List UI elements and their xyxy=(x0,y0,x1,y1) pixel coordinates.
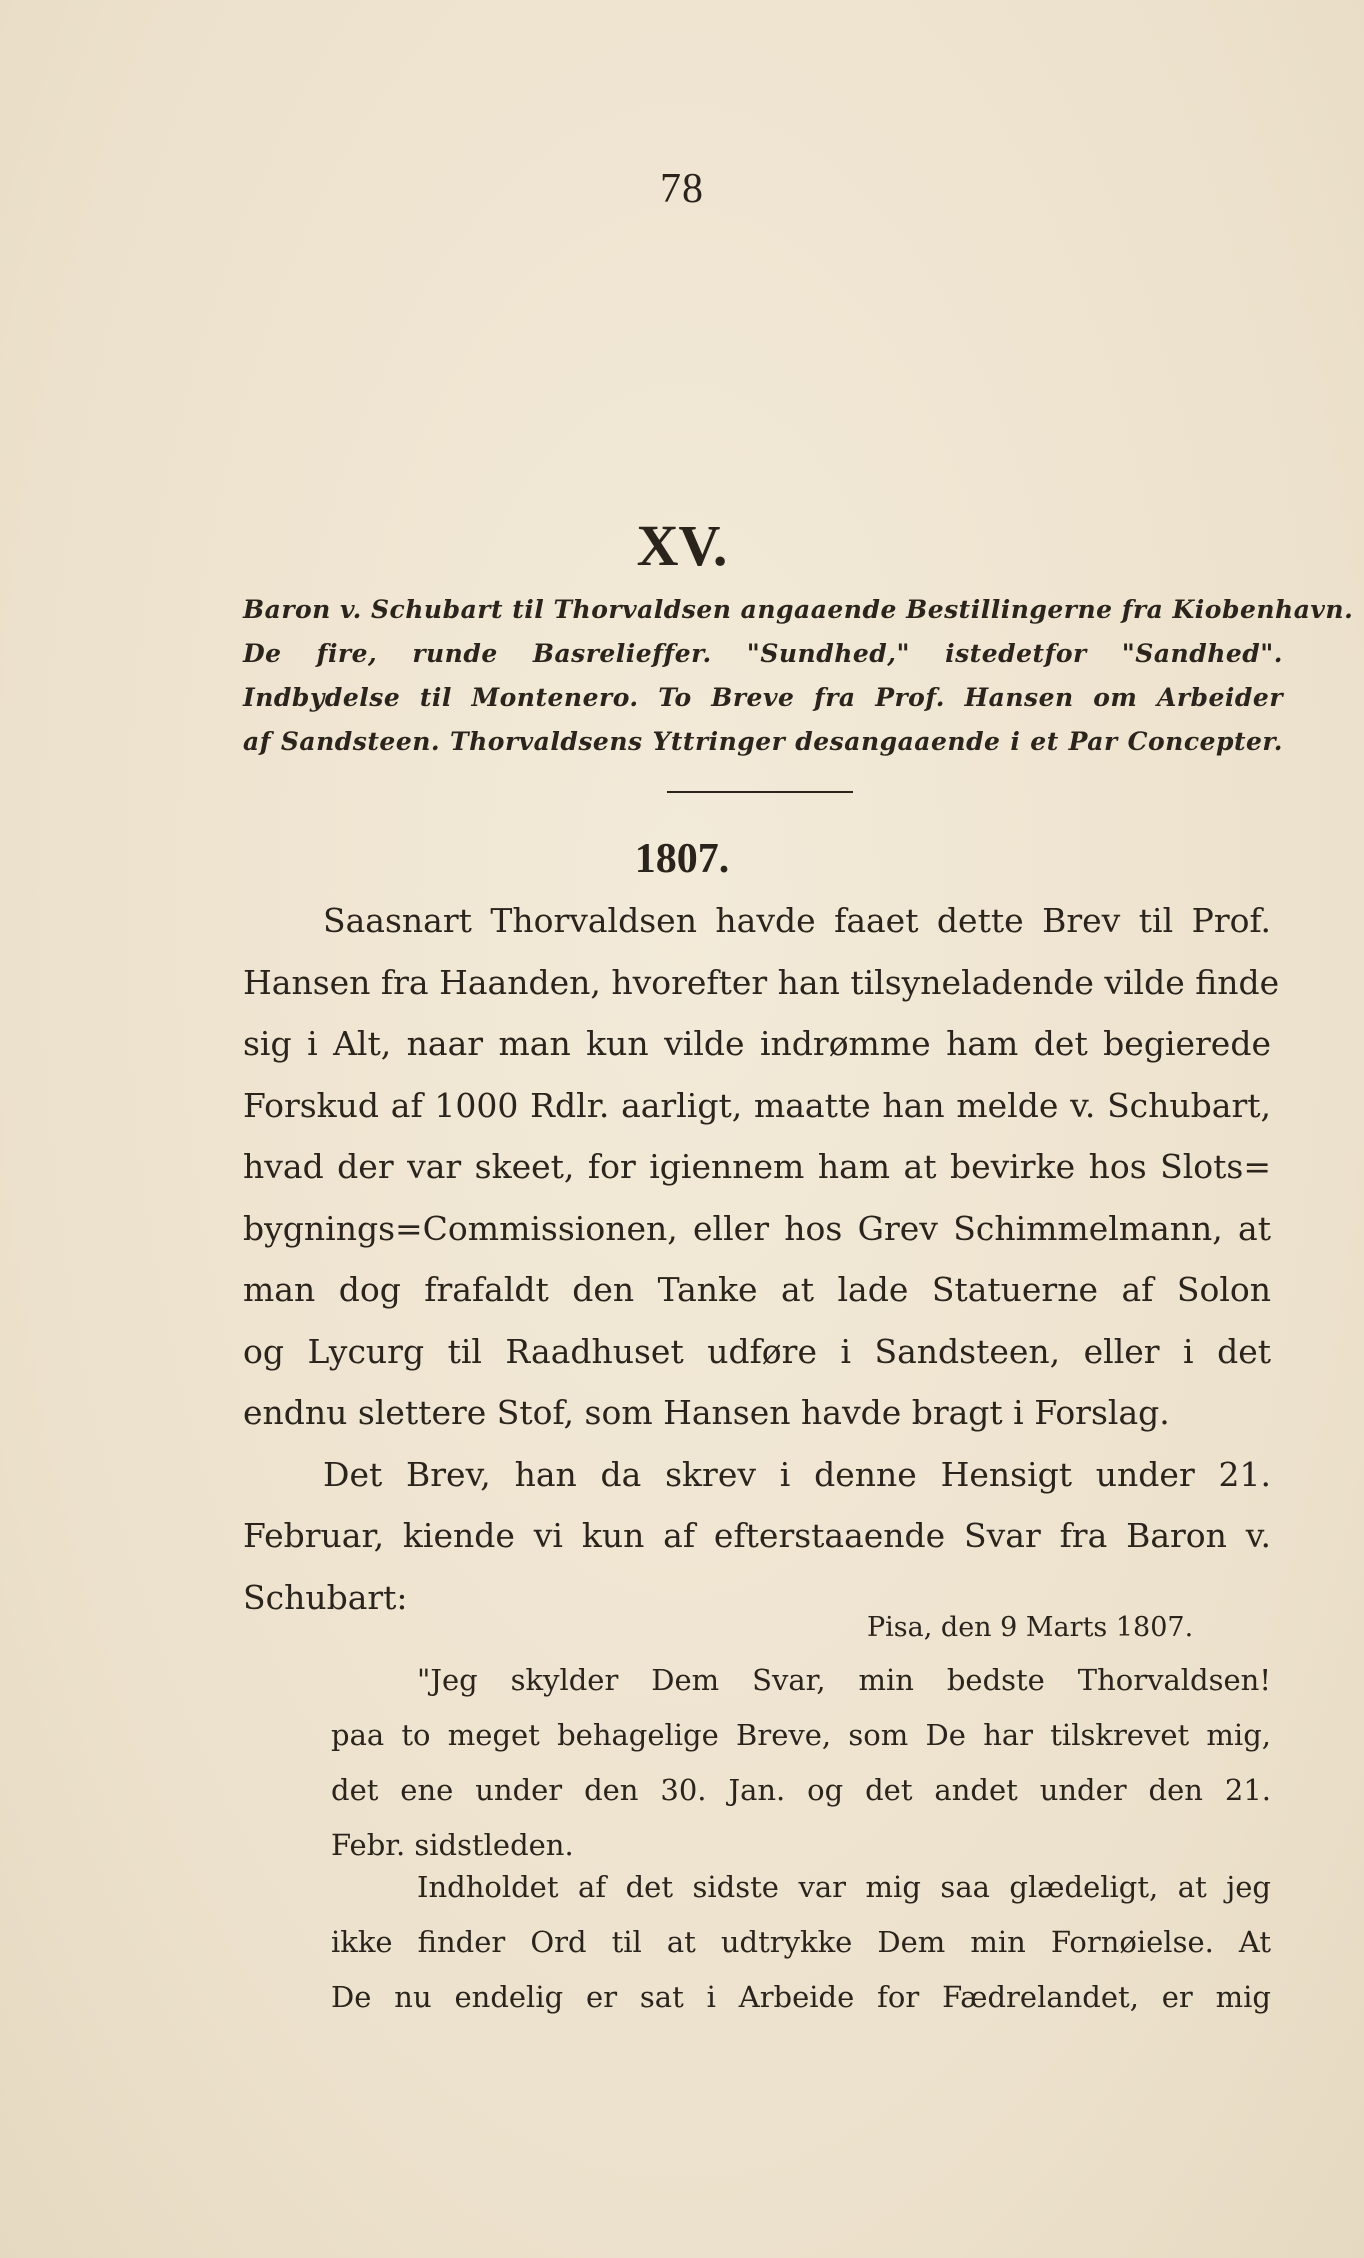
body-line: hvad der var skeet, for igiennem ham at bevirke hos Slots= xyxy=(243,1147,1271,1186)
letter-line: Febr. sidstleden. xyxy=(331,1828,574,1862)
chapter-heading: XV. xyxy=(636,513,728,578)
letter-paragraph-1 xyxy=(331,1653,1271,1873)
body-line: Hansen fra Haanden, hvorefter han tilsyneladende vilde finde xyxy=(243,962,1280,1002)
chapter-summary xyxy=(243,588,1354,764)
summary-line: De fire, runde Basrelieffer. "Sundhed," istedetfor "Sandhed". xyxy=(243,639,1283,668)
summary-line: af Sandsteen. Thorvaldsens Yttringer desangaaende i et Par Concepter. xyxy=(243,727,1283,756)
body-line: endnu slettere Stof, som Hansen havde bragt i Forslag. xyxy=(243,1393,1170,1432)
letter-line: ikke finder Ord til at udtrykke Dem min Fornøielse. At xyxy=(331,1925,1271,1959)
body-line: bygnings=Commissionen, eller hos Grev Schimmelmann, at xyxy=(243,1208,1271,1248)
body-line: Februar, kiende vi kun af efterstaaende Svar fra Baron v. xyxy=(243,1516,1271,1555)
letter-dateline: Pisa, den 9 Marts 1807. xyxy=(867,1612,1194,1643)
letter-paragraph-2 xyxy=(331,1860,1271,2025)
section-divider xyxy=(667,791,853,793)
letter-line: paa to meget behagelige Breve, som De har tilskrevet mig, xyxy=(331,1718,1271,1752)
summary-line: Baron v. Schubart til Thorvaldsen angaaende Bestillingerne fra Kiobenhavn. xyxy=(243,595,1354,624)
body-line: man dog frafaldt den Tanke at lade Statuerne af Solon xyxy=(243,1270,1271,1309)
letter-line: De nu endelig er sat i Arbeide for Fædrelandet, er mig xyxy=(331,1980,1271,2014)
letter-line: det ene under den 30. Jan. og det andet under den 21. xyxy=(331,1773,1271,1807)
year-heading: 1807. xyxy=(634,836,730,882)
body-line: Saasnart Thorvaldsen havde faaet dette Brev til Prof. xyxy=(323,901,1271,940)
body-line: sig i Alt, naar man kun vilde indrømme ham det begierede xyxy=(243,1024,1271,1063)
body-line: og Lycurg til Raadhuset udføre i Sandsteen, eller i det xyxy=(243,1331,1271,1371)
letter-line: "Jeg skylder Dem Svar, min bedste Thorvaldsen! xyxy=(417,1663,1271,1697)
body-line: Schubart: xyxy=(243,1577,408,1617)
body-text xyxy=(243,890,1280,1628)
summary-line: Indbydelse til Montenero. To Breve fra Prof. Hansen om Arbeider xyxy=(243,683,1283,712)
body-line: Forskud af 1000 Rdlr. aarligt, maatte han melde v. Schubart, xyxy=(243,1085,1271,1125)
letter-line: Indholdet af det sidste var mig saa glædeligt, at jeg xyxy=(417,1870,1271,1904)
page-number: 78 xyxy=(660,166,704,212)
body-line: Det Brev, han da skrev i denne Hensigt under 21. xyxy=(323,1454,1271,1494)
